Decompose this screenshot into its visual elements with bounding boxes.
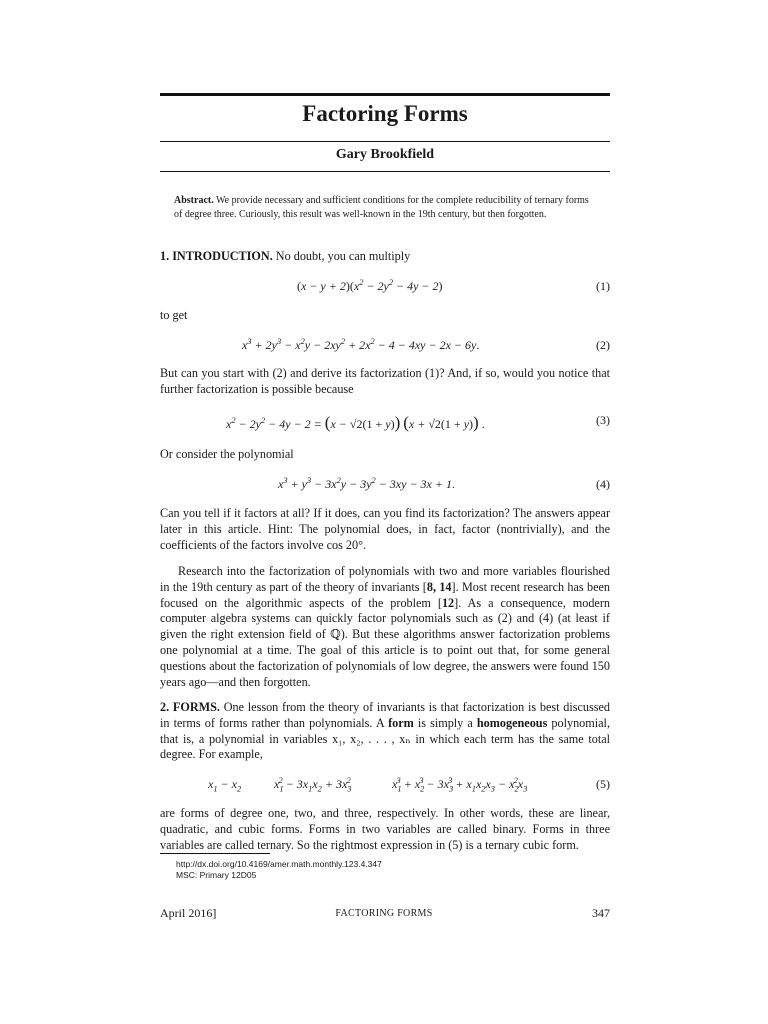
- author-name: Gary Brookfield: [335, 147, 435, 162]
- research-text-2: ]. Most recent research has been focused on the algorithmic aspects of the problem [: [160, 579, 610, 610]
- equation-4: [160, 477, 610, 495]
- citation-12: 12: [441, 595, 455, 610]
- author-rule: [160, 171, 610, 172]
- forms-text-3: polynomial, that is, a polynomial in variables x₁, x₂, . . . , xₙ in which each term has the same total degree. For example,: [160, 715, 610, 762]
- footnote-msc: MSC: Primary 12D05: [176, 870, 257, 880]
- paragraph-after-eq5: are forms of degree one, two, and three, respectively. In other words, these are linear, quadratic, and cubic forms. Forms in two variables are called binary. Forms in three variables are called ternary. So the rightmost expression in (5) is a ternary cubic form.: [160, 806, 610, 852]
- equation-3-body: $x^2 - 2y^2 - 4y - 2 = (x - √2(1 + y)) (x + √2(1 + y))$ .: [226, 413, 485, 432]
- equation-4-body: $x^3 + y^3 - 3x^2y - 3y^2 - 3xy - 3x + 1$.: [278, 476, 455, 491]
- intro-lead: No doubt, you can multiply: [275, 249, 411, 263]
- equation-1-number: (1): [596, 279, 610, 293]
- paragraph-research: [160, 564, 610, 690]
- equation-2-body: $x^3 + 2y^3 - x^2y - 2xy^2 + 2x^2 - 4 - 4xy - 2x - 6y$.: [242, 337, 480, 352]
- equation-5-linear: $x_1 - x_2$: [208, 777, 242, 794]
- research-text-1: Research into the factorization of polynomials with two and more variables flourished in the 19th century as part of the theory of invariants [: [160, 564, 610, 594]
- equation-5-cubic: $x_1^3 + x_2^3 - 3x_3^3 + x_1x_2x_3 - x_2^2x_3$: [392, 776, 528, 794]
- section-1-heading: 1. INTRODUCTION.: [160, 249, 273, 263]
- footer-date: April 2016]: [160, 906, 217, 920]
- footer-running-title: FACTORING FORMS: [335, 908, 433, 919]
- equation-1: [160, 279, 610, 297]
- footnote-doi[interactable]: http://dx.doi.org/10.4169/amer.math.monthly.123.4.347: [176, 859, 382, 869]
- equation-5: [160, 777, 610, 795]
- paragraph-but: But can you start with (2) and derive its factorization (1)? And, if so, would you notice that further factorization is possible because: [160, 366, 610, 396]
- to-get-text: to get: [160, 308, 188, 322]
- footer-page-number: 347: [592, 906, 610, 920]
- forms-text-1: One lesson from the theory of invariants is that factorization is best discussed in terms of forms rather than polynomials. A: [160, 700, 611, 730]
- abstract: [174, 194, 596, 222]
- paragraph-or: Or consider the polynomial: [160, 447, 294, 461]
- equation-3: [160, 413, 610, 431]
- title-rule: [160, 141, 610, 142]
- paragraph-can: Can you tell if it factors at all? If it does, can you find its factorization? The answers appear later in this article. Hint: The polynomial does, in fact, factor (nontrivially), and the coefficients of the factors involve cos 20°.: [160, 506, 610, 552]
- term-homogeneous: homogeneous: [476, 715, 548, 730]
- research-text-3: ]. As a consequence, modern computer algebra systems can quickly factor polynomials such as (2) and (4) (at least if given the right extension field of ℚ). But these algorithms answer factorization problems one polynomial at a time. The goal of this article is to point out that, for some general questions about the factorization of polynomials of low degree, the answers were found 150 years ago—and then forgotten.: [160, 595, 610, 689]
- equation-2: [160, 338, 610, 356]
- section-2-paragraph: [160, 700, 610, 763]
- equation-1-body: $(x - y + 2)(x^2 - 2y^2 - 4y - 2)$: [297, 278, 443, 293]
- top-rule: [160, 93, 610, 96]
- section-2-heading: 2. FORMS.: [160, 700, 220, 714]
- equation-2-number: (2): [596, 338, 610, 352]
- forms-text-2: is simply a: [413, 715, 477, 730]
- abstract-text: We provide necessary and sufficient conditions for the complete reducibility of ternary forms of degree three. Curiously, this result was well-known in the 19th century, but then forgotten.: [174, 195, 589, 220]
- citation-8-14: 8, 14: [426, 579, 452, 594]
- footnote-rule: [160, 853, 270, 854]
- equation-5-quadratic: $x_1^2 - 3x_1x_2 + 3x_3^2$: [274, 776, 352, 794]
- abstract-label: Abstract.: [174, 195, 214, 206]
- equation-3-number: (3): [596, 413, 610, 427]
- equation-5-number: (5): [596, 777, 610, 791]
- term-form: form: [388, 715, 414, 730]
- intro-paragraph: [160, 249, 610, 265]
- paper-title: Factoring Forms: [302, 101, 468, 126]
- equation-4-number: (4): [596, 477, 610, 491]
